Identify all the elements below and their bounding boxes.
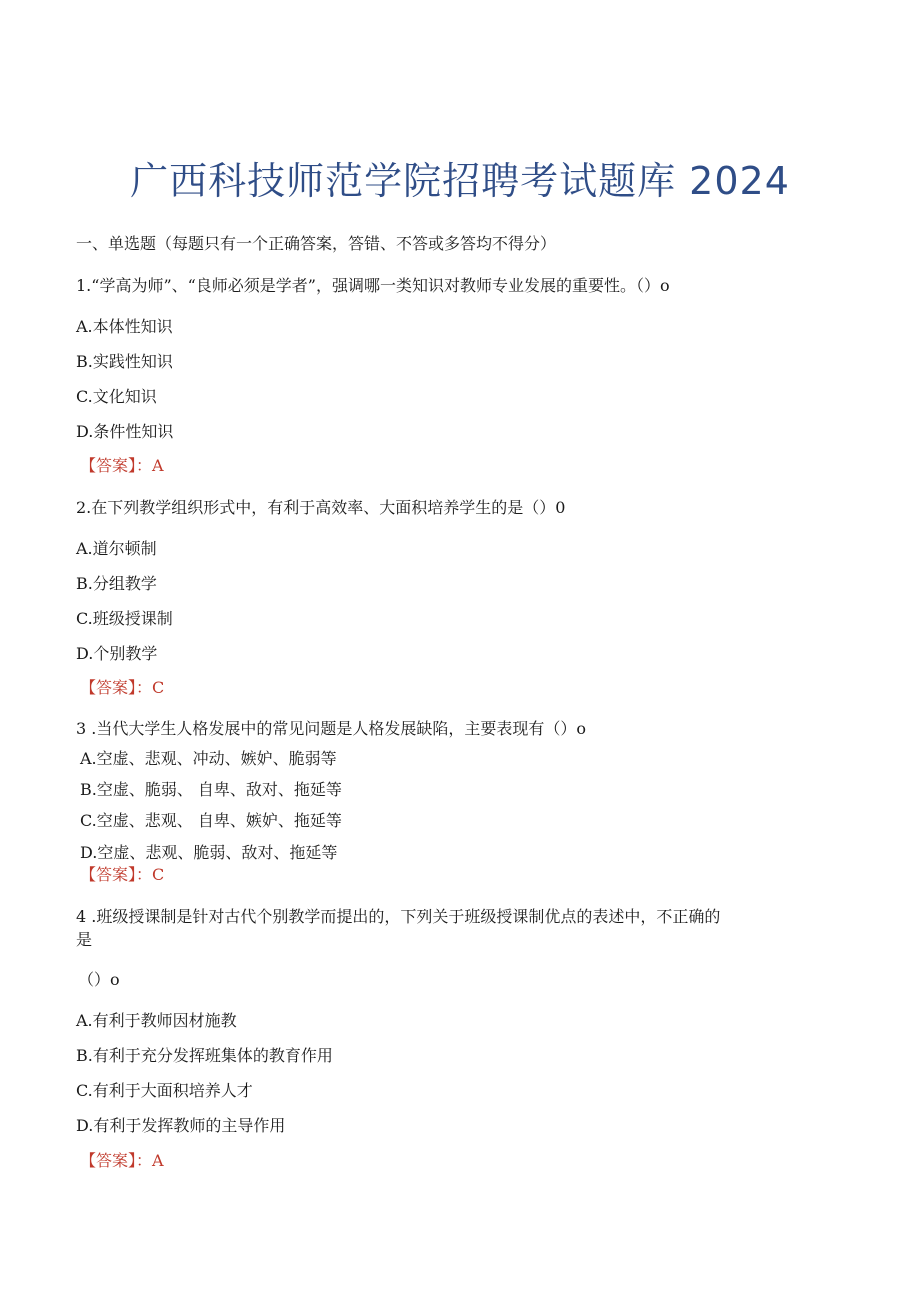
question-4-option-a: A.有利于教师因材施教 xyxy=(76,1011,237,1030)
question-3-answer xyxy=(80,865,164,885)
question-1-stem: 1.“学高为师”、“良师必须是学者”，强调哪一类知识对教师专业发展的重要性。（）o xyxy=(76,276,670,295)
question-3-option-c: C.空虚、悲观、 自卑、嫉妒、拖延等 xyxy=(80,811,342,830)
question-4-stem: 4 .班级授课制是针对古代个别教学而提出的，下列关于班级授课制优点的表述中，不正确的 xyxy=(76,907,721,926)
question-3-option-b: B.空虚、脆弱、 自卑、敌对、拖延等 xyxy=(80,780,342,799)
question-1-option-b: B.实践性知识 xyxy=(76,352,173,371)
question-1-answer xyxy=(80,456,164,476)
question-3-option-a: A.空虚、悲观、冲动、嫉妒、脆弱等 xyxy=(80,749,337,768)
answer-value: A xyxy=(152,1151,164,1170)
question-2-option-d: D.个别教学 xyxy=(76,644,158,663)
question-4-option-c: C.有利于大面积培养人才 xyxy=(76,1081,253,1100)
question-2-option-c: C.班级授课制 xyxy=(76,609,173,628)
question-2-option-b: B.分组教学 xyxy=(76,574,157,593)
question-4-stem-continued: 是 xyxy=(76,930,93,949)
answer-tag: 【答案】： xyxy=(80,865,153,884)
question-2-option-a: A.道尔顿制 xyxy=(76,539,157,558)
answer-value: C xyxy=(152,678,165,697)
question-3-stem: 3 .当代大学生人格发展中的常见问题是人格发展缺陷，主要表现有（）o xyxy=(76,719,586,738)
answer-value: A xyxy=(152,456,164,475)
answer-value: C xyxy=(152,865,165,884)
question-4-stem-tail: （）o xyxy=(78,970,120,989)
question-4-option-b: B.有利于充分发挥班集体的教育作用 xyxy=(76,1046,333,1065)
question-2-answer xyxy=(80,678,164,698)
answer-tag: 【答案】： xyxy=(80,678,153,697)
answer-tag: 【答案】： xyxy=(80,1151,153,1170)
question-3-option-d: D.空虚、悲观、脆弱、敌对、拖延等 xyxy=(80,843,338,862)
answer-tag: 【答案】： xyxy=(80,456,153,475)
question-1-option-d: D.条件性知识 xyxy=(76,422,174,441)
question-1-option-a: A.本体性知识 xyxy=(76,317,173,336)
question-4-answer xyxy=(80,1151,164,1171)
question-1-option-c: C.文化知识 xyxy=(76,387,157,406)
question-4-option-d: D.有利于发挥教师的主导作用 xyxy=(76,1116,286,1135)
document-title: 广西科技师范学院招聘考试题库 2024 xyxy=(130,159,790,203)
question-2-stem: 2.在下列教学组织形式中，有利于高效率、大面积培养学生的是（）0 xyxy=(76,498,566,517)
section-heading: 一、单选题（每题只有一个正确答案，答错、不答或多答均不得分） xyxy=(76,234,557,253)
